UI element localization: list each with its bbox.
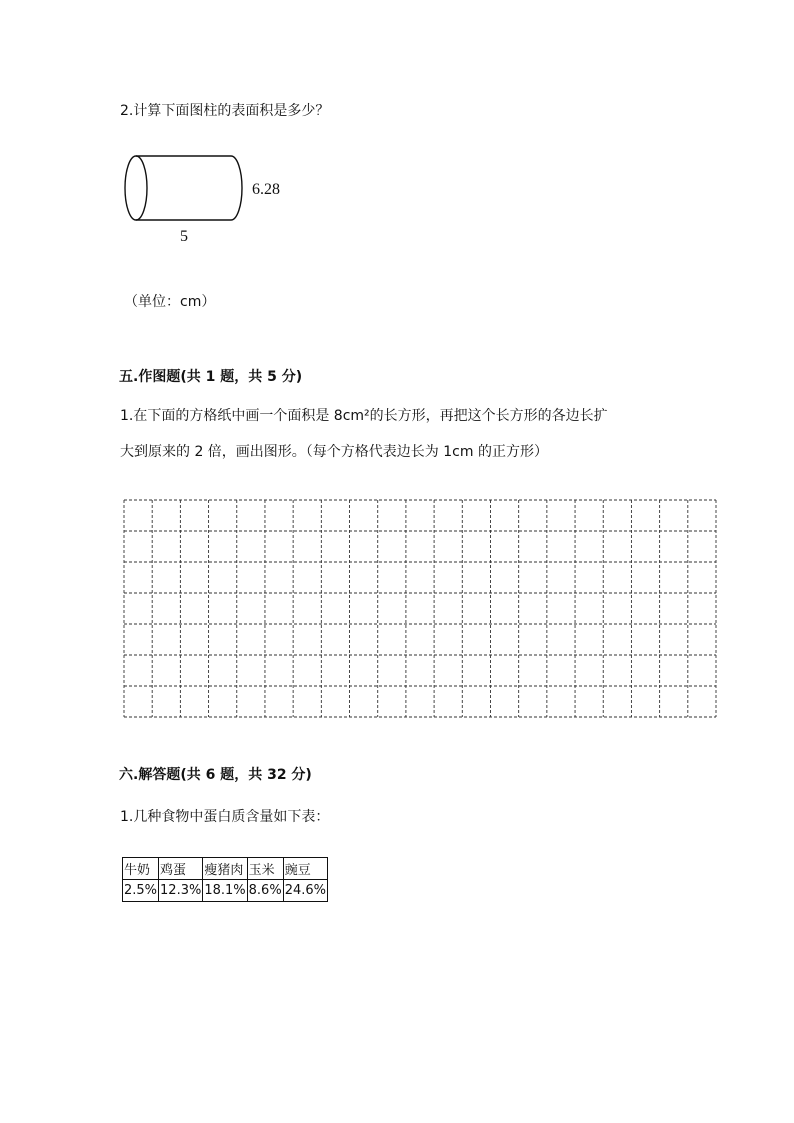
- table-header-cell: 豌豆: [283, 858, 327, 880]
- cylinder-width-label: 5: [180, 228, 188, 245]
- table-cell: 12.3%: [159, 880, 203, 902]
- table-cell: 2.5%: [123, 880, 159, 902]
- section-5-question-line-1: 1.在下面的方格纸中画一个面积是 8cm²的长方形，再把这个长方形的各边长扩: [120, 408, 608, 424]
- cylinder-figure: [118, 150, 248, 230]
- section-5-heading: 五.作图题(共 1 题，共 5 分): [119, 369, 303, 385]
- table-header-row: [123, 858, 328, 880]
- unit-note: （单位：cm）: [124, 294, 216, 310]
- table-row: [123, 880, 328, 902]
- table-header-cell: 鸡蛋: [159, 858, 203, 880]
- table-header-cell: 瘦猪肉: [203, 858, 247, 880]
- section-5-question-line-2: 大到原来的 2 倍，画出图形。（每个方格代表边长为 1cm 的正方形）: [120, 444, 548, 460]
- table-cell: 18.1%: [203, 880, 247, 902]
- table-cell: 24.6%: [283, 880, 327, 902]
- table-cell: 8.6%: [247, 880, 283, 902]
- question-2-text: 2.计算下面图柱的表面积是多少？: [120, 103, 330, 119]
- section-6-question-text: 1.几种食物中蛋白质含量如下表：: [120, 809, 330, 825]
- section-6-heading: 六.解答题(共 6 题，共 32 分): [119, 767, 312, 783]
- table-header-cell: 玉米: [247, 858, 283, 880]
- grid-paper: [123, 499, 719, 719]
- protein-table: [122, 857, 328, 902]
- cylinder-height-label: 6.28: [252, 181, 280, 198]
- table-header-cell: 牛奶: [123, 858, 159, 880]
